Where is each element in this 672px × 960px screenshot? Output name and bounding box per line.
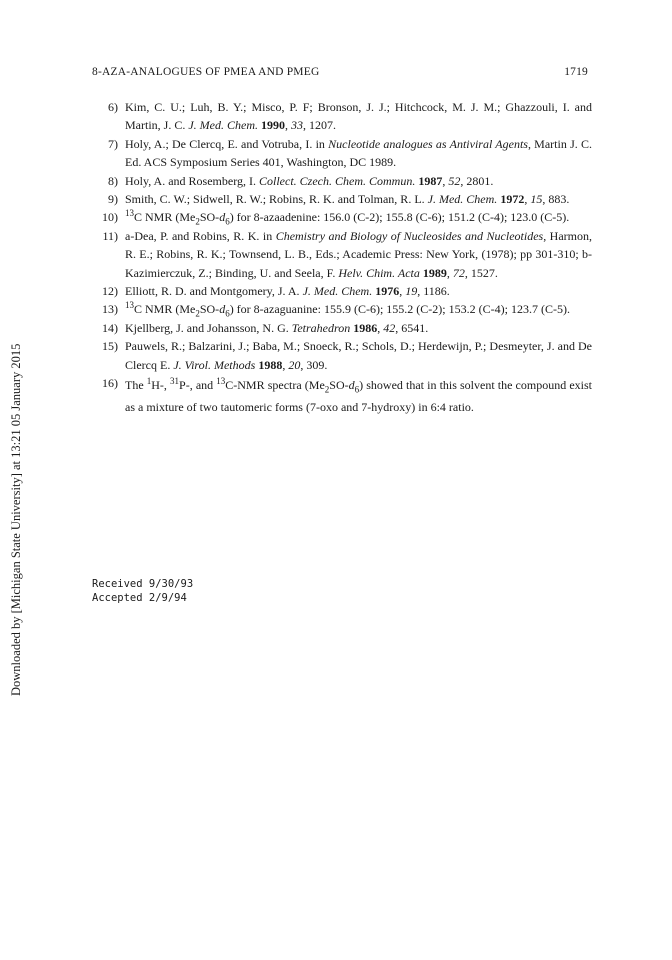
- reference-item: [92, 190, 592, 208]
- reference-item: [92, 227, 592, 282]
- reference-number: 16): [102, 376, 118, 391]
- reference-number: 12): [102, 284, 118, 299]
- reference-text: Pauwels, R.; Balzarini, J.; Baba, M.; Snoeck, R.; Schols, D.; Herdewijn, P.; Desmeyter, J. and De Clercq E. J. Virol. Methods 1988, 20, 309.: [125, 339, 592, 372]
- reference-text: Elliott, R. D. and Montgomery, J. A. J. Med. Chem. 1976, 19, 1186.: [125, 284, 450, 299]
- reference-item: [92, 208, 592, 226]
- reference-text: a-Dea, P. and Robins, R. K. in Chemistry and Biology of Nucleosides and Nucleotides, Harmon, R. E.; Robins, R. K.; Townsend, L. B., Eds.; Academic Press: New York, (1978); pp 301-310; b-Kazimierczuk, Z.; Binding, U. and Seela, F. Helv. Chim. Acta 1989, 72, 1527.: [125, 228, 593, 280]
- reference-text: $^{13}$C NMR $(Me_2SO-d_6)$ for 8-azaguanine: 155.9 (C-6); 155.2 (C-2); 153.2 (C-4); 123.7 (C-5).: [125, 300, 570, 319]
- reference-number: 15): [102, 339, 118, 354]
- accepted-date: Accepted 2/9/94: [92, 592, 187, 604]
- reference-number: 9): [108, 192, 118, 207]
- reference-number: 6): [108, 100, 118, 114]
- reference-item: [92, 282, 592, 300]
- reference-list: [92, 98, 592, 418]
- reference-text: $^{13}$C NMR $(Me_2SO-d_6)$ for 8-azaadenine: 156.0 (C-2); 155.8 (C-6); 151.2 (C-4); 123.0 (C-5).: [125, 208, 570, 227]
- reference-text: Kim, C. U.; Luh, B. Y.; Misco, P. F; Bronson, J. J.; Hitchcock, M. J. M.; Ghazzouli, I. and Martin, J. C. J. Med. Chem. 1990, 33, 1207.: [125, 100, 592, 133]
- reference-number: 11): [102, 228, 118, 243]
- download-watermark-text: Downloaded by [Michigan State University] at 13:21 05 January 2015: [9, 343, 23, 696]
- reference-item: [92, 319, 592, 337]
- reference-item: [92, 172, 592, 190]
- reference-item: [92, 300, 592, 318]
- reference-item: [92, 98, 592, 135]
- reference-number: 10): [102, 210, 118, 225]
- reference-number: 13): [102, 302, 118, 317]
- running-header: [92, 66, 588, 82]
- reference-item: [92, 337, 592, 374]
- reference-item: [92, 374, 592, 418]
- received-date: Received 9/30/93: [92, 578, 194, 590]
- reference-text: The $^1$H-, $^{31}$P-, and $^{13}$C-NMR spectra $(Me_2SO-d_6)$ showed that in this solvent the compound exist as a mixture of two tautomeric forms (7-oxo and 7-hydroxy) in 6:4 ratio.: [125, 376, 592, 415]
- reference-text: Holy, A. and Rosemberg, I. Collect. Czech. Chem. Commun. 1987, 52, 2801.: [125, 173, 494, 188]
- received-block: [92, 577, 193, 605]
- reference-number: 7): [108, 136, 118, 151]
- reference-text: Kjellberg, J. and Johansson, N. G. Tetrahedron 1986, 42, 6541.: [125, 320, 429, 335]
- running-title: 8-AZA-ANALOGUES OF PMEA AND PMEG: [92, 66, 320, 78]
- reference-text: Holy, A.; De Clercq, E. and Votruba, I. in Nucleotide analogues as Antiviral Agents, Martin J. C. Ed. ACS Symposium Series 401, Washington, DC 1989.: [125, 136, 592, 170]
- download-watermark: [0, 300, 23, 700]
- reference-item: [92, 135, 592, 172]
- reference-number: 14): [102, 320, 118, 335]
- reference-text: Smith, C. W.; Sidwell, R. W.; Robins, R. K. and Tolman, R. L. J. Med. Chem. 1972, 15, 883.: [125, 192, 570, 207]
- reference-number: 8): [108, 173, 118, 188]
- page-number: 1719: [564, 66, 588, 78]
